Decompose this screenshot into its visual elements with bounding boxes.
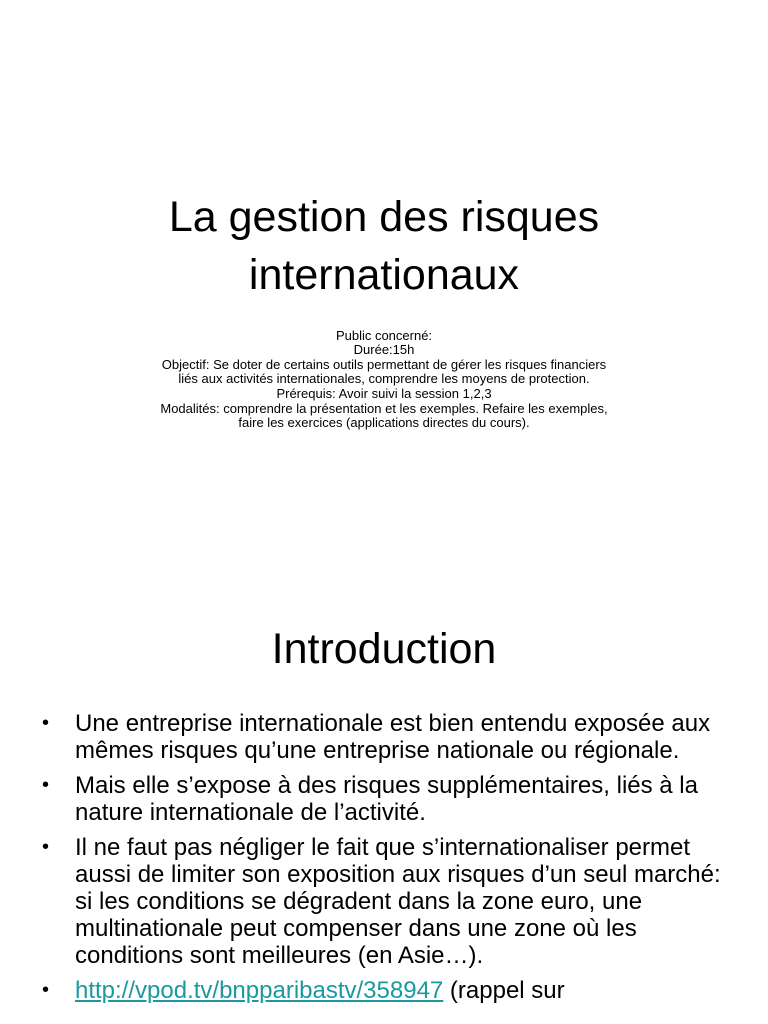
presentation-title — [0, 188, 768, 304]
link-trailing-text: (rappel sur — [443, 977, 565, 1004]
bullet-text: Une entreprise internationale est bien entendu exposée aux mêmes risques qu’une entreprise nationale ou régionale. — [75, 710, 711, 764]
bullet-item — [0, 710, 768, 764]
bullet-text: Il ne faut pas négliger le fait que s’internationaliser permet aussi de limiter son exposition aux risques d’un seul marché: si les conditions se dégradent dans la zone euro, une multinationale peut compenser dans une zone où les conditions sont meilleures (en Asie…). — [75, 834, 721, 969]
title-line-2: internationaux — [248, 251, 520, 299]
bullet-item-link — [0, 977, 768, 1004]
duree: Durée:15h — [353, 342, 415, 357]
introduction-title: Introduction — [271, 625, 497, 673]
public-concerne: Public concerné: — [335, 328, 433, 343]
objectif-line-2: liés aux activités internationales, comprendre les moyens de protection. — [178, 371, 590, 386]
course-info — [0, 329, 768, 430]
bullet-icon: • — [42, 979, 50, 1001]
video-link[interactable]: http://vpod.tv/bnpparibastv/358947 — [75, 977, 444, 1004]
bullet-icon: • — [42, 774, 50, 796]
bullet-list — [0, 710, 768, 1012]
bullet-text: Mais elle s’expose à des risques supplémentaires, liés à la nature internationale de l’activité. — [75, 772, 698, 826]
bullet-item — [0, 772, 768, 826]
bullet-icon: • — [42, 712, 50, 734]
title-line-1: La gestion des risques — [168, 193, 600, 241]
modalites-line-2: faire les exercices (applications directes du cours). — [238, 415, 530, 430]
slide-introduction — [0, 576, 768, 1024]
prerequis: Prérequis: Avoir suivi la session 1,2,3 — [276, 386, 492, 401]
objectif-line-1: Objectif: Se doter de certains outils permettant de gérer les risques financiers — [161, 357, 607, 372]
bullet-icon: • — [42, 836, 50, 858]
modalites-line-1: Modalités: comprendre la présentation et les exemples. Refaire les exemples, — [160, 401, 608, 416]
bullet-item — [0, 834, 768, 969]
